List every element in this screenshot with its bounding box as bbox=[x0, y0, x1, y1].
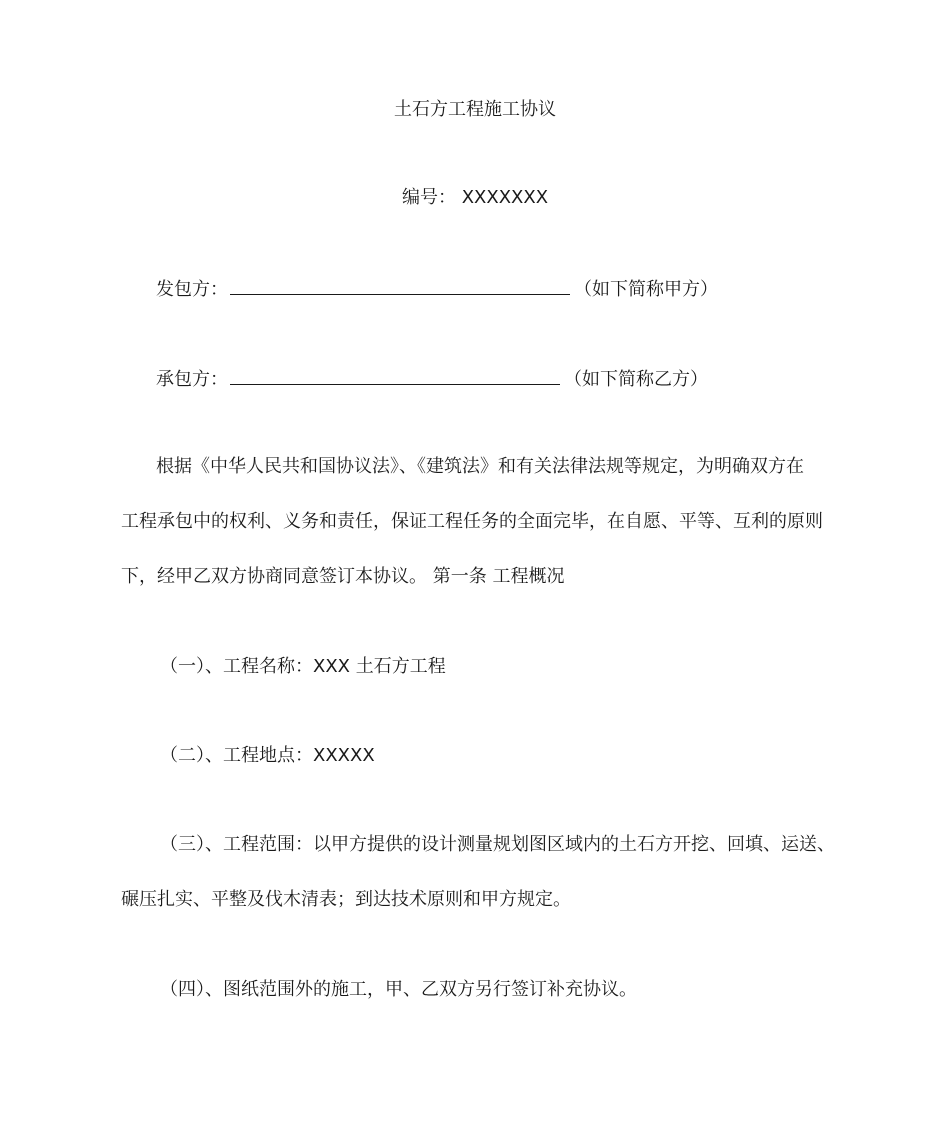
party-b-blank bbox=[230, 366, 560, 385]
item-project-scope-line-2: 碾压扎实、平整及伐木清表；到达技术原则和甲方规定。 bbox=[121, 889, 571, 910]
party-b-line bbox=[156, 366, 708, 392]
preamble-line-1: 根据《中华人民共和国协议法》、《建筑法》和有关法律法规等规定，为明确双方在 bbox=[156, 456, 804, 477]
item-project-scope-line-1: （三）、工程范围：以甲方提供的设计测量规划图区域内的土石方开挖、回填、运送、 bbox=[160, 834, 835, 855]
party-a-line bbox=[156, 276, 718, 302]
party-a-note: （如下简称甲方） bbox=[574, 279, 718, 300]
party-a-blank bbox=[230, 276, 570, 295]
preamble-line-2: 工程承包中的权利、义务和责任，保证工程任务的全面完毕，在自愿、平等、互利的原则 bbox=[121, 511, 823, 532]
contract-number bbox=[0, 186, 950, 210]
preamble-line-3: 下，经甲乙双方协商同意签订本协议。 第一条 工程概况 bbox=[121, 566, 565, 587]
item-project-name: （一）、工程名称：XXX 土石方工程 bbox=[160, 656, 446, 677]
party-b-label: 承包方： bbox=[156, 369, 228, 390]
item-extra-construction: （四）、图纸范围外的施工，甲、乙双方另行签订补充协议。 bbox=[160, 979, 637, 1000]
contract-number-label: 编号： bbox=[401, 187, 456, 208]
document-title: 土石方工程施工协议 bbox=[394, 99, 556, 120]
party-b-note: （如下简称乙方） bbox=[564, 369, 708, 390]
item-project-location: （二）、工程地点：XXXXX bbox=[160, 745, 375, 766]
party-a-label: 发包方： bbox=[156, 279, 228, 300]
contract-number-value: XXXXXXX bbox=[461, 187, 549, 208]
